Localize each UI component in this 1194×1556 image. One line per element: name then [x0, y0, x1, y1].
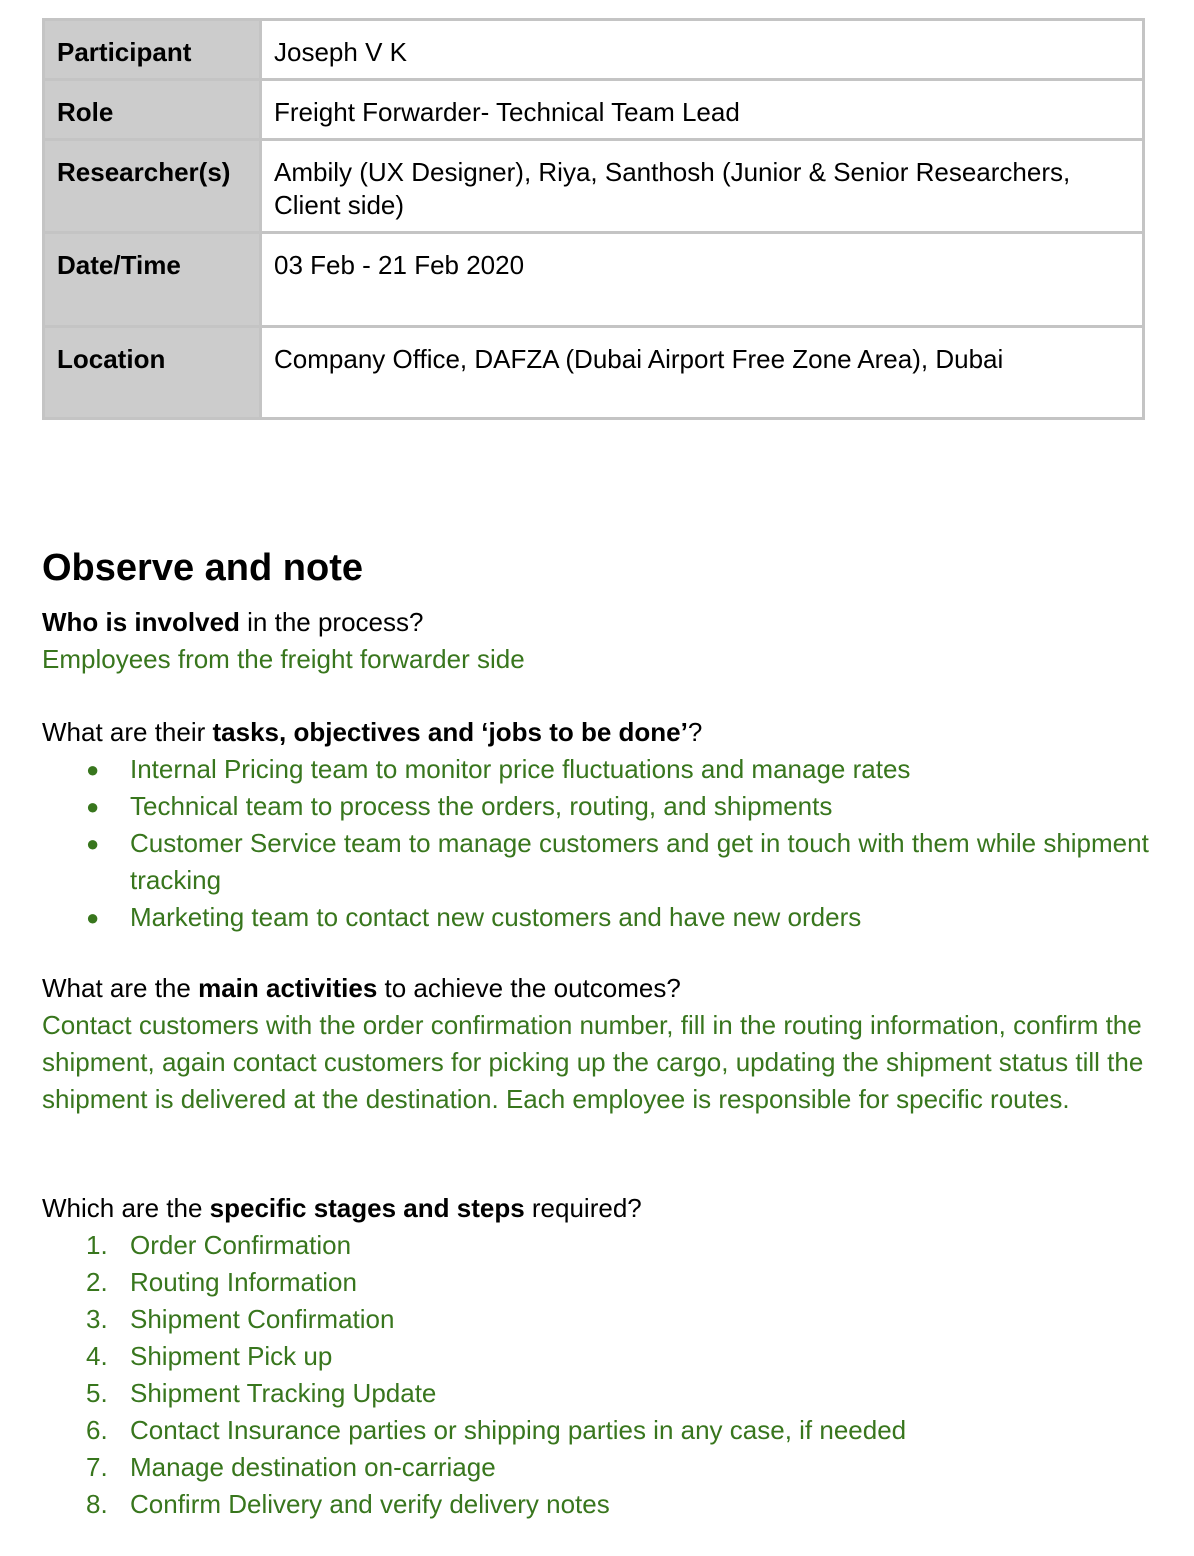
step-text: Routing Information [130, 1267, 357, 1297]
row-label: Participant [44, 20, 261, 80]
bullet-icon: ● [86, 905, 100, 930]
list-item [42, 1486, 1152, 1523]
question-post: ? [687, 717, 703, 747]
question-bold: tasks, objectives and ‘jobs to be done’ [212, 717, 688, 747]
row-label: Researcher(s) [44, 140, 261, 233]
question-pre: What are the [42, 973, 199, 1003]
question-text [42, 970, 1152, 1007]
table-row [44, 80, 1144, 140]
list-item [42, 1375, 1152, 1412]
row-label: Date/Time [44, 233, 261, 327]
list-item [42, 1449, 1152, 1486]
question-pre: Which are the [42, 1193, 210, 1223]
list-item [42, 1338, 1152, 1375]
row-label: Location [44, 327, 261, 419]
bullet-icon: ● [86, 794, 100, 819]
list-item-text: Technical team to process the orders, routing, and shipments [130, 791, 833, 821]
answer-text: Contact customers with the order confirmation number, fill in the routing information, confirm the shipment, again contact customers for picking up the cargo, updating the shipment status till the shipment is delivered at the destination. Each employee is responsible for specific routes. [42, 1010, 1144, 1114]
question-rest: in the process? [239, 607, 424, 637]
step-text: Shipment Confirmation [130, 1304, 395, 1334]
row-value: Company Office, DAFZA (Dubai Airport Free Zone Area), Dubai [261, 327, 1144, 419]
section-title: Observe and note [42, 547, 363, 589]
question-pre: What are their [42, 717, 213, 747]
question-bold: main activities [198, 973, 378, 1003]
list-item [42, 1264, 1152, 1301]
list-item [42, 1227, 1152, 1264]
question-who-involved [42, 604, 1152, 678]
list-item [42, 825, 1152, 899]
step-number: 5. [86, 1378, 108, 1408]
question-text [42, 1190, 1152, 1227]
question-post: required? [524, 1193, 642, 1223]
step-number: 1. [86, 1230, 108, 1260]
step-text: Shipment Pick up [130, 1341, 333, 1371]
question-bold: specific stages and steps [209, 1193, 525, 1223]
participant-info-table [42, 18, 1145, 420]
list-item [42, 751, 1152, 788]
step-number: 6. [86, 1415, 108, 1445]
steps-list [42, 1227, 1152, 1523]
row-value: 03 Feb - 21 Feb 2020 [261, 233, 1144, 327]
row-value: Joseph V K [261, 20, 1144, 80]
step-number: 8. [86, 1489, 108, 1519]
tasks-list [42, 751, 1152, 936]
row-value: Ambily (UX Designer), Riya, Santhosh (Junior & Senior Researchers, Client side) [261, 140, 1144, 233]
step-text: Manage destination on-carriage [130, 1452, 496, 1482]
step-number: 3. [86, 1304, 108, 1334]
step-text: Contact Insurance parties or shipping parties in any case, if needed [130, 1415, 907, 1445]
list-item [42, 899, 1152, 936]
list-item [42, 1412, 1152, 1449]
table-row [44, 327, 1144, 419]
list-item-text: Internal Pricing team to monitor price fluctuations and manage rates [130, 754, 911, 784]
question-tasks [42, 714, 1152, 936]
step-text: Order Confirmation [130, 1230, 352, 1260]
question-bold: Who is involved [42, 607, 240, 637]
question-text [42, 604, 1152, 641]
step-text: Shipment Tracking Update [130, 1378, 437, 1408]
list-item [42, 788, 1152, 825]
table-row [44, 140, 1144, 233]
row-value: Freight Forwarder- Technical Team Lead [261, 80, 1144, 140]
question-text [42, 714, 1152, 751]
step-number: 4. [86, 1341, 108, 1371]
step-number: 7. [86, 1452, 108, 1482]
bullet-icon: ● [86, 831, 100, 856]
step-number: 2. [86, 1267, 108, 1297]
answer-text: Employees from the freight forwarder side [42, 644, 525, 674]
step-text: Confirm Delivery and verify delivery notes [130, 1489, 610, 1519]
question-main-activities [42, 970, 1152, 1118]
row-label: Role [44, 80, 261, 140]
list-item-text: Marketing team to contact new customers and have new orders [130, 902, 862, 932]
table-row [44, 20, 1144, 80]
bullet-icon: ● [86, 757, 100, 782]
question-stages-steps [42, 1190, 1152, 1523]
list-item [42, 1301, 1152, 1338]
question-post: to achieve the outcomes? [377, 973, 681, 1003]
list-item-text: Customer Service team to manage customers and get in touch with them while shipment tracking [130, 828, 1149, 895]
table-row [44, 233, 1144, 327]
